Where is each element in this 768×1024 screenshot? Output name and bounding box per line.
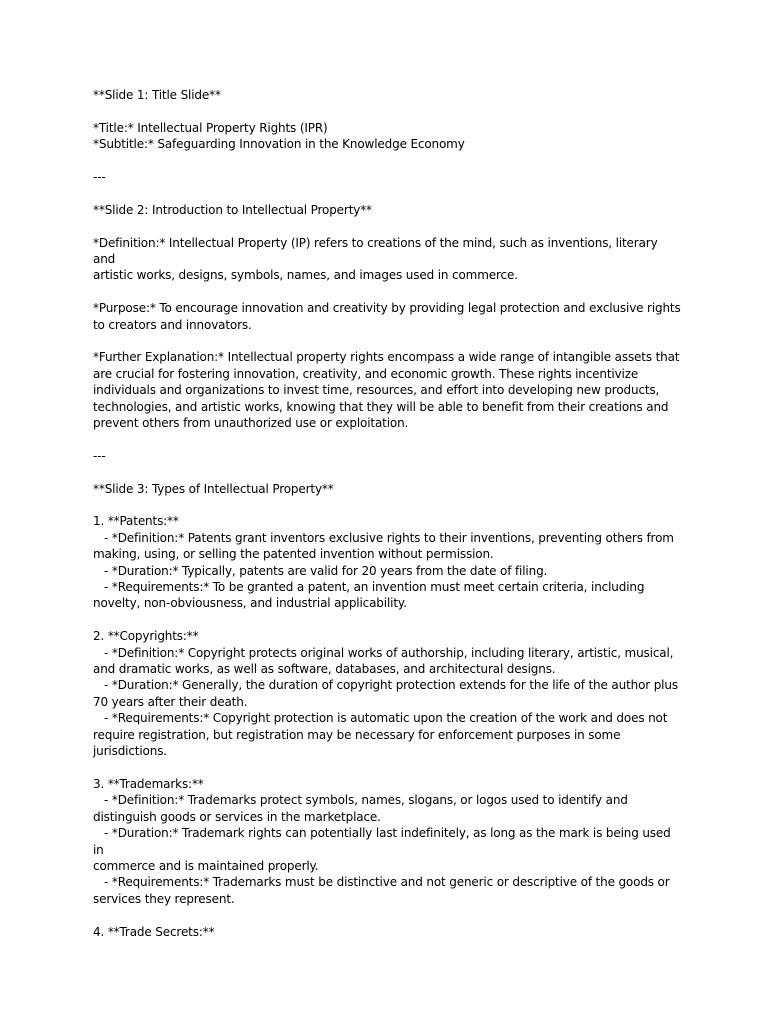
text-line: require registration, but registration may be necessary for enforcement purposes in some: [93, 727, 621, 742]
text-line: commerce and is maintained properly.: [93, 858, 319, 873]
text-line: 1. **Patents:**: [93, 514, 179, 529]
text-line: technologies, and artistic works, knowing that they will be able to benefit from their creations and: [93, 399, 669, 414]
blank-line: [93, 431, 683, 447]
text-line: distinguish goods or services in the marketplace.: [93, 809, 381, 824]
text-line: ---: [93, 170, 106, 184]
text-line: ---: [93, 448, 106, 463]
text-line: 70 years after their death.: [93, 694, 248, 709]
text-line: - *Requirements:* Copyright protection is automatic upon the creation of the work and does not: [93, 711, 668, 726]
blank-line: [93, 907, 683, 923]
text-line: - *Definition:* Trademarks protect symbols, names, slogans, or logos used to identify and: [93, 793, 628, 808]
text-line: *Further Explanation:* Intellectual property rights encompass a wide range of intangible assets that: [93, 350, 680, 365]
text-line: - *Duration:* Trademark rights can potentially last indefinitely, as long as the mark is being used in: [93, 826, 675, 857]
text-line: - *Requirements:* To be granted a patent, an invention must meet certain criteria, including: [93, 580, 645, 595]
text-line: **Slide 3: Types of Intellectual Property**: [93, 481, 334, 496]
text-line: - *Requirements:* Trademarks must be distinctive and not generic or descriptive of the goods or: [93, 875, 670, 890]
text-line: - *Duration:* Typically, patents are valid for 20 years from the date of filing.: [93, 563, 548, 578]
text-line: **Slide 2: Introduction to Intellectual Property**: [93, 202, 372, 217]
text-line: - *Definition:* Patents grant inventors exclusive rights to their inventions, preventing others from: [93, 530, 674, 545]
text-line: artistic works, designs, symbols, names, and images used in commerce.: [93, 268, 518, 283]
text-line: services they represent.: [93, 891, 235, 906]
text-line: *Definition:* Intellectual Property (IP) refers to creations of the mind, such as inventions, literary and: [93, 235, 662, 266]
text-line: *Subtitle:* Safeguarding Innovation in the Knowledge Economy: [93, 137, 465, 152]
blank-line: [93, 218, 683, 234]
text-line: novelty, non-obviousness, and industrial applicability.: [93, 596, 407, 611]
blank-line: [93, 333, 683, 349]
blank-line: [93, 185, 683, 201]
text-line: **Slide 1: Title Slide**: [93, 88, 221, 102]
text-line: are crucial for fostering innovation, creativity, and economic growth. These rights incentivize: [93, 366, 639, 381]
blank-line: [93, 760, 683, 776]
text-line: *Title:* Intellectual Property Rights (IPR): [93, 120, 328, 135]
text-line: - *Duration:* Generally, the duration of copyright protection extends for the life of the author plus: [93, 678, 678, 693]
blank-line: [93, 497, 683, 513]
blank-line: [93, 103, 683, 119]
text-line: 4. **Trade Secrets:**: [93, 924, 215, 939]
text-line: 2. **Copyrights:**: [93, 629, 199, 644]
document-body: [93, 87, 683, 940]
blank-line: [93, 284, 683, 300]
text-line: making, using, or selling the patented invention without permission.: [93, 547, 494, 562]
blank-line: [93, 153, 683, 169]
text-line: jurisdictions.: [93, 744, 167, 759]
text-line: individuals and organizations to invest time, resources, and effort into developing new products,: [93, 383, 660, 398]
blank-line: [93, 612, 683, 628]
text-line: to creators and innovators.: [93, 317, 252, 332]
text-line: - *Definition:* Copyright protects original works of authorship, including literary, artistic, musical,: [93, 645, 674, 660]
text-line: prevent others from unauthorized use or exploitation.: [93, 416, 409, 431]
text-line: *Purpose:* To encourage innovation and creativity by providing legal protection and exclusive rights: [93, 301, 681, 316]
blank-line: [93, 464, 683, 480]
text-line: and dramatic works, as well as software, databases, and architectural designs.: [93, 662, 556, 677]
text-line: 3. **Trademarks:**: [93, 776, 204, 791]
